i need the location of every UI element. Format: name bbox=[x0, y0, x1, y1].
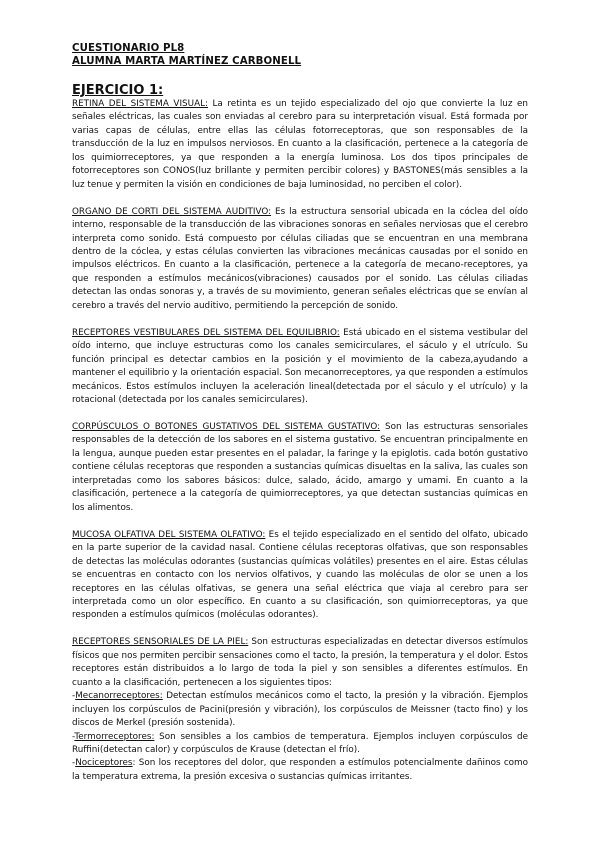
section-title: RETINA DEL SISTEMA VISUAL: bbox=[72, 99, 208, 109]
list-item-term: Mecanorreceptores: bbox=[75, 691, 163, 702]
list-item-text: Son sensibles a los cambios de temperatura. Ejemplos incluyen corpúsculos de Ruffini(detectan calor) y corpúsculos de Krause (detectan el frío). bbox=[72, 731, 528, 755]
list-item-prefix: - bbox=[72, 731, 75, 742]
section-body: Está ubicado en el sistema vestibular del oído interno, que incluye estructuras como los canales semicirculares, el sáculo y el utrículo. Su función principal es detectar cambios en la posición y el movimiento de la cabeza,ayudando a mantener el equilibrio y la orientación espacial. Son mecanorreceptores, ya que responden a estímulos mecánicos. Estos estímulos incluyen la aceleración lineal(detectada por el sáculo y el utrículo) y la rotacional (detectada por los canales semicirculares). bbox=[72, 327, 528, 406]
section-title: MUCOSA OLFATIVA DEL SISTEMA OLFATIVO: bbox=[72, 529, 266, 540]
list-item-prefix: - bbox=[72, 758, 76, 769]
section-retina bbox=[72, 98, 528, 192]
list-item-text: Detectan estímulos mecánicos como el tacto, la presión y la vibración. Ejemplos incluyen los corpúsculos de Pacini(presión y vibración), los corpúsculos de Meissner (tacto fino) y los discos de Merkel (presión sostenida). bbox=[72, 691, 528, 729]
list-item-term: Termorreceptores: bbox=[74, 731, 155, 742]
section-body: Es el tejido especializado en el sentido del olfato, ubicado en la parte superior de la cavidad nasal. Contiene células receptoras olfativas, que son responsables de detectas las moléculas odorantes (sustancias químicas volátiles) presentes en el aire. Estas células se encuentras en contacto con los nervios olfativos, y cuando las moléculas de olor se unen a los receptores en las células olfativas, se genera una señal eléctrica que viaja al cerebro para ser interpretada como un olor específico. En cuanto a su clasificación, son quimiorreceptoras, ya que responden a estímulos químicos (moléculas odorantes). bbox=[72, 529, 528, 621]
student-name: ALUMNA MARTA MARTÍNEZ CARBONELL bbox=[72, 56, 302, 67]
section-olfativo bbox=[72, 529, 528, 623]
section-body: Son las estructuras sensoriales responsables de la detección de los sabores en el sistema gustativo. Se encuentran principalmente en la lengua, aunque pueden estar presentes en el paladar, la faringe y la epiglotis. cada botón gustativo contiene células receptoras que responden a sustancias químicas disueltas en la saliva, las cuales son interpretadas como los sabores básicos: dulce, salado, ácido, amargo y umami. En cuanto a la clasificación, pertenece a la categoría de quimiorreceptores, ya que detectan sustancias químicas en los alimentos. bbox=[72, 422, 528, 513]
exercise-heading: EJERCICIO 1: bbox=[72, 83, 164, 98]
document-title: CUESTIONARIO PL8 bbox=[72, 43, 185, 54]
section-gustativo bbox=[72, 421, 528, 515]
list-item-term: Nociceptores bbox=[75, 758, 133, 769]
section-title: RECEPTORES SENSORIALES DE LA PIEL: bbox=[72, 637, 249, 648]
section-piel bbox=[72, 636, 528, 784]
list-item-mecanorreceptores bbox=[72, 690, 528, 730]
list-item-nociceptores bbox=[72, 757, 528, 784]
section-title: RECEPTORES VESTIBULARES DEL SISTEMA DEL EQUILIBRIO: bbox=[72, 327, 340, 338]
section-body: Es la estructura sensorial ubicada en la cóclea del oído interno, responsable de la transducción de las vibraciones sonoras en señales nerviosas que el cerebro interpreta como sonido. Está compuesto por células ciliadas que se encuentran en una membrana dentro de la cóclea, y estas células convierten las vibraciones mecánicas causadas por el sonido en impulsos eléctricos. En cuanto a la clasificación, pertenece a la categoría de mecano-receptores, ya que responden a estímulos mecánicos(vibraciones) causados por el sonido. Las células ciliadas detectan las ondas sonoras y, a través de su movimiento, generan señales eléctricas que se envían al cerebro a través del nervio auditivo, permitiendo la percepción de sonido. bbox=[72, 206, 528, 311]
section-organo-corti bbox=[72, 206, 528, 314]
list-item-text: : Son los receptores del dolor, que responden a estímulos potencialmente dañinos como la temperatura extrema, la presión excesiva o sustancias químicas irritantes. bbox=[72, 758, 528, 782]
list-item-prefix: - bbox=[72, 691, 76, 702]
section-title: CORPÚSCULOS O BOTONES GUSTATIVOS DEL SISTEMA GUSTATIVO: bbox=[72, 422, 381, 433]
document-content bbox=[72, 42, 528, 784]
section-title: ORGANO DE CORTI DEL SISTEMA AUDITIVO: bbox=[72, 206, 272, 217]
section-body: La retinta es un tejido especializado del ojo que convierte la luz en señales eléctricas, las cuales son enviadas al cerebro para su interpretación visual. Está formada por varias capas de células, entre ellas las células fotorreceptoras, que son responsables de la transducción de la luz en impulsos nerviosos. En cuanto a la clasificación, pertenece a la categoría de los quimiorreceptores, ya que responden a la energía luminosa. Los dos tipos principales de fotorreceptores son CONOS(luz brillante y permiten percibir colores) y BASTONES(más sensibles a la luz tenue y permiten la visión en condiciones de baja luminosidad, no perciben el color). bbox=[72, 99, 528, 190]
list-item-termorreceptores bbox=[72, 731, 528, 758]
section-vestibular bbox=[72, 327, 528, 408]
section-body: Son estructuras especializadas en detectar diversos estímulos físicos que nos permiten percibir sensaciones como el tacto, la presión, la temperatura y el dolor. Estos receptores están distribuidos a lo largo de toda la piel y son sensibles a diferentes estímulos. En cuanto a la clasificación, pertenecen a los siguientes tipos: bbox=[72, 637, 528, 688]
